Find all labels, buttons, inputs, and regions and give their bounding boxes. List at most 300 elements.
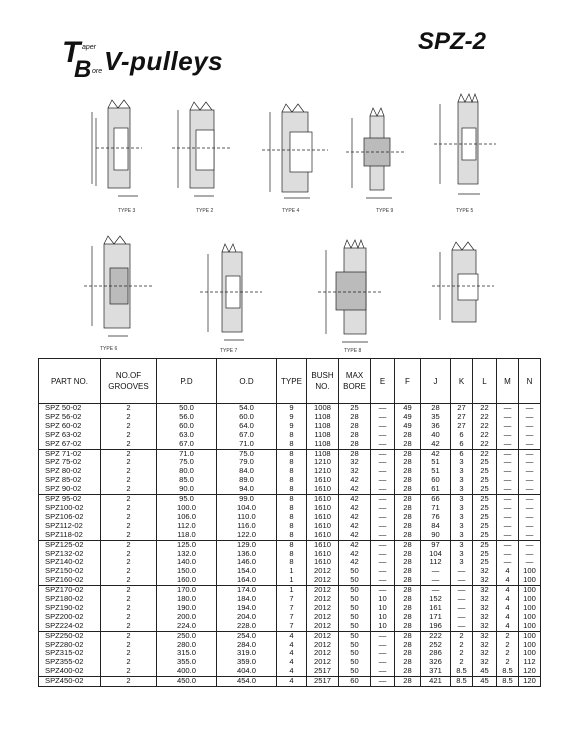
- cell-type: 1: [277, 576, 307, 585]
- cell-e: —: [371, 476, 395, 485]
- cell-max-bore: 42: [339, 540, 371, 549]
- cell-k: 27: [451, 422, 473, 431]
- table-row: [39, 667, 541, 676]
- figure-type-8-drawing: [200, 244, 262, 340]
- cell-k: —: [451, 613, 473, 622]
- table-row: [39, 576, 541, 585]
- cell-e: —: [371, 586, 395, 595]
- cell-bush-no: 1610: [307, 495, 339, 504]
- cell-l: 32: [473, 649, 497, 658]
- cell-j: 66: [421, 495, 451, 504]
- cell-e: —: [371, 458, 395, 467]
- cell-pd: 95.0: [157, 495, 217, 504]
- cell-bush-no: 2012: [307, 622, 339, 631]
- cell-l: 32: [473, 576, 497, 585]
- cell-n: —: [519, 476, 541, 485]
- cell-f: 28: [395, 467, 421, 476]
- cell-od: 84.0: [217, 467, 277, 476]
- cell-bush-no: 2012: [307, 595, 339, 604]
- cell-bush-no: 2012: [307, 649, 339, 658]
- cell-grooves: 2: [101, 513, 157, 522]
- cell-l: 25: [473, 550, 497, 559]
- cell-pd: 60.0: [157, 422, 217, 431]
- cell-max-bore: 50: [339, 567, 371, 576]
- cell-grooves: 2: [101, 586, 157, 595]
- cell-l: 32: [473, 622, 497, 631]
- table-row: [39, 531, 541, 540]
- cell-e: —: [371, 677, 395, 687]
- cell-grooves: 2: [101, 431, 157, 440]
- cell-j: 42: [421, 440, 451, 449]
- cell-od: 64.0: [217, 422, 277, 431]
- figure-label-type-9: TYPE 9: [376, 208, 394, 214]
- cell-j: —: [421, 576, 451, 585]
- header-part-no: PART NO.: [39, 359, 101, 404]
- table-row: [39, 522, 541, 531]
- cell-j: 35: [421, 413, 451, 422]
- cell-e: —: [371, 550, 395, 559]
- cell-max-bore: 42: [339, 513, 371, 522]
- cell-k: 3: [451, 550, 473, 559]
- cell-max-bore: 42: [339, 485, 371, 494]
- table-row: [39, 677, 541, 687]
- cell-e: 10: [371, 604, 395, 613]
- cell-type: 4: [277, 649, 307, 658]
- cell-n: 100: [519, 576, 541, 585]
- cell-j: 252: [421, 641, 451, 650]
- cell-type: 8: [277, 540, 307, 549]
- header-k: K: [451, 359, 473, 404]
- cell-od: 104.0: [217, 504, 277, 513]
- cell-f: 28: [395, 440, 421, 449]
- cell-f: 28: [395, 604, 421, 613]
- table-row: [39, 613, 541, 622]
- cell-type: 4: [277, 667, 307, 676]
- logo-letter-b: B: [74, 56, 92, 83]
- cell-pd: 100.0: [157, 504, 217, 513]
- cell-grooves: 2: [101, 495, 157, 504]
- cell-bush-no: 1610: [307, 513, 339, 522]
- cell-f: 28: [395, 677, 421, 687]
- cell-l: 25: [473, 522, 497, 531]
- cell-od: 154.0: [217, 567, 277, 576]
- cell-m: —: [497, 531, 519, 540]
- figure-extra-drawing: [432, 242, 494, 322]
- cell-od: 129.0: [217, 540, 277, 549]
- cell-l: 22: [473, 440, 497, 449]
- cell-grooves: 2: [101, 667, 157, 676]
- figure-label-type-5: TYPE 5: [456, 208, 474, 214]
- figure-type-7-drawing: [84, 236, 152, 336]
- cell-max-bore: 28: [339, 440, 371, 449]
- cell-od: 110.0: [217, 513, 277, 522]
- cell-e: —: [371, 558, 395, 567]
- cell-e: —: [371, 495, 395, 504]
- cell-e: —: [371, 504, 395, 513]
- cell-k: —: [451, 576, 473, 585]
- cell-bush-no: 2012: [307, 641, 339, 650]
- cell-f: 28: [395, 431, 421, 440]
- cell-bush-no: 1610: [307, 540, 339, 549]
- cell-f: 28: [395, 485, 421, 494]
- cell-grooves: 2: [101, 558, 157, 567]
- cell-part-no: SPZ190-02: [39, 604, 101, 613]
- cell-pd: 315.0: [157, 649, 217, 658]
- cell-m: 8.5: [497, 667, 519, 676]
- cell-max-bore: 42: [339, 504, 371, 513]
- logo-letter-t: T: [62, 36, 81, 69]
- cell-pd: 170.0: [157, 586, 217, 595]
- cell-m: 2: [497, 658, 519, 667]
- cell-max-bore: 50: [339, 613, 371, 622]
- cell-f: 28: [395, 595, 421, 604]
- cell-m: —: [497, 540, 519, 549]
- cell-pd: 85.0: [157, 476, 217, 485]
- cell-n: —: [519, 440, 541, 449]
- cell-k: 3: [451, 476, 473, 485]
- cell-e: —: [371, 667, 395, 676]
- cell-l: 25: [473, 485, 497, 494]
- cell-k: 3: [451, 522, 473, 531]
- cell-n: —: [519, 485, 541, 494]
- cell-bush-no: 1108: [307, 422, 339, 431]
- cell-f: 28: [395, 504, 421, 513]
- table-row: [39, 513, 541, 522]
- cell-type: 9: [277, 422, 307, 431]
- cell-e: —: [371, 449, 395, 458]
- cell-n: 100: [519, 641, 541, 650]
- cell-k: —: [451, 567, 473, 576]
- cell-k: 6: [451, 449, 473, 458]
- cell-e: —: [371, 658, 395, 667]
- cell-f: 28: [395, 631, 421, 640]
- cell-e: —: [371, 413, 395, 422]
- cell-od: 116.0: [217, 522, 277, 531]
- cell-od: 122.0: [217, 531, 277, 540]
- cell-f: 28: [395, 449, 421, 458]
- cell-type: 4: [277, 641, 307, 650]
- cell-n: —: [519, 404, 541, 413]
- cell-n: —: [519, 504, 541, 513]
- cell-m: 4: [497, 613, 519, 622]
- cell-od: 146.0: [217, 558, 277, 567]
- cell-f: 28: [395, 622, 421, 631]
- cell-type: 8: [277, 485, 307, 494]
- cell-m: 8.5: [497, 677, 519, 687]
- cell-max-bore: 42: [339, 550, 371, 559]
- cell-max-bore: 25: [339, 404, 371, 413]
- cell-max-bore: 32: [339, 467, 371, 476]
- cell-pd: 67.0: [157, 440, 217, 449]
- cell-l: 32: [473, 595, 497, 604]
- cell-part-no: SPZ170-02: [39, 586, 101, 595]
- cell-j: 60: [421, 476, 451, 485]
- cell-n: —: [519, 540, 541, 549]
- cell-m: —: [497, 422, 519, 431]
- cell-bush-no: 1610: [307, 531, 339, 540]
- cell-n: —: [519, 422, 541, 431]
- cell-j: —: [421, 586, 451, 595]
- cell-pd: 450.0: [157, 677, 217, 687]
- cell-l: 32: [473, 604, 497, 613]
- figure-label-type-8: TYPE 8: [344, 348, 362, 354]
- cell-max-bore: 50: [339, 641, 371, 650]
- cell-od: 284.0: [217, 641, 277, 650]
- cell-bush-no: 1610: [307, 476, 339, 485]
- cell-pd: 160.0: [157, 576, 217, 585]
- cell-part-no: SPZ100-02: [39, 504, 101, 513]
- cell-j: 61: [421, 485, 451, 494]
- cell-part-no: SPZ 63-02: [39, 431, 101, 440]
- cell-e: —: [371, 467, 395, 476]
- cell-od: 164.0: [217, 576, 277, 585]
- cell-l: 32: [473, 631, 497, 640]
- cell-part-no: SPZ 56-02: [39, 413, 101, 422]
- cell-m: 4: [497, 622, 519, 631]
- cell-bush-no: 1210: [307, 458, 339, 467]
- figure-type-2-drawing: [92, 100, 142, 196]
- cell-bush-no: 2012: [307, 567, 339, 576]
- cell-f: 28: [395, 558, 421, 567]
- cell-part-no: SPZ200-02: [39, 613, 101, 622]
- cell-j: 42: [421, 449, 451, 458]
- cell-max-bore: 28: [339, 413, 371, 422]
- cell-k: 3: [451, 531, 473, 540]
- cell-type: 8: [277, 431, 307, 440]
- cell-f: 28: [395, 658, 421, 667]
- cell-pd: 280.0: [157, 641, 217, 650]
- cell-bush-no: 2517: [307, 677, 339, 687]
- cell-max-bore: 28: [339, 449, 371, 458]
- cell-e: —: [371, 485, 395, 494]
- cell-bush-no: 1108: [307, 440, 339, 449]
- cell-e: —: [371, 531, 395, 540]
- cell-j: 76: [421, 513, 451, 522]
- header-f: F: [395, 359, 421, 404]
- cell-bush-no: 2012: [307, 631, 339, 640]
- cell-part-no: SPZ 60-02: [39, 422, 101, 431]
- table-header-row: [39, 359, 541, 404]
- table-row: [39, 413, 541, 422]
- cell-k: 3: [451, 458, 473, 467]
- cell-od: 75.0: [217, 449, 277, 458]
- cell-pd: 180.0: [157, 595, 217, 604]
- cell-max-bore: 50: [339, 595, 371, 604]
- cell-k: 2: [451, 649, 473, 658]
- cell-f: 28: [395, 458, 421, 467]
- cell-pd: 90.0: [157, 485, 217, 494]
- cell-f: 28: [395, 613, 421, 622]
- cell-pd: 400.0: [157, 667, 217, 676]
- cell-k: 3: [451, 540, 473, 549]
- table-row: [39, 504, 541, 513]
- pulley-drawings: [0, 88, 584, 356]
- cell-od: 404.0: [217, 667, 277, 676]
- cell-f: 28: [395, 495, 421, 504]
- cell-part-no: SPZ 71-02: [39, 449, 101, 458]
- cell-e: 10: [371, 595, 395, 604]
- cell-m: —: [497, 413, 519, 422]
- cell-j: 326: [421, 658, 451, 667]
- cell-pd: 56.0: [157, 413, 217, 422]
- cell-grooves: 2: [101, 567, 157, 576]
- cell-pd: 150.0: [157, 567, 217, 576]
- cell-pd: 106.0: [157, 513, 217, 522]
- cell-n: 100: [519, 567, 541, 576]
- cell-grooves: 2: [101, 550, 157, 559]
- figure-type-3-drawing: [172, 102, 232, 196]
- cell-max-bore: 28: [339, 422, 371, 431]
- cell-bush-no: 1610: [307, 558, 339, 567]
- cell-part-no: SPZ180-02: [39, 595, 101, 604]
- cell-m: 2: [497, 631, 519, 640]
- cell-m: 4: [497, 567, 519, 576]
- cell-max-bore: 50: [339, 667, 371, 676]
- cell-l: 45: [473, 677, 497, 687]
- cell-bush-no: 1610: [307, 485, 339, 494]
- cell-bush-no: 1610: [307, 504, 339, 513]
- cell-grooves: 2: [101, 440, 157, 449]
- cell-pd: 250.0: [157, 631, 217, 640]
- cell-m: —: [497, 467, 519, 476]
- cell-od: 319.0: [217, 649, 277, 658]
- cell-l: 32: [473, 658, 497, 667]
- cell-pd: 200.0: [157, 613, 217, 622]
- cell-pd: 224.0: [157, 622, 217, 631]
- cell-f: 28: [395, 641, 421, 650]
- header-n: N: [519, 359, 541, 404]
- cell-od: 79.0: [217, 458, 277, 467]
- cell-l: 32: [473, 613, 497, 622]
- table-row: [39, 467, 541, 476]
- cell-grooves: 2: [101, 641, 157, 650]
- cell-j: 112: [421, 558, 451, 567]
- cell-type: 4: [277, 677, 307, 687]
- cell-grooves: 2: [101, 631, 157, 640]
- cell-type: 7: [277, 622, 307, 631]
- cell-grooves: 2: [101, 604, 157, 613]
- cell-k: 3: [451, 513, 473, 522]
- cell-l: 32: [473, 586, 497, 595]
- cell-l: 22: [473, 449, 497, 458]
- cell-max-bore: 42: [339, 522, 371, 531]
- cell-type: 8: [277, 440, 307, 449]
- cell-pd: 132.0: [157, 550, 217, 559]
- cell-od: 228.0: [217, 622, 277, 631]
- cell-grooves: 2: [101, 485, 157, 494]
- cell-k: —: [451, 622, 473, 631]
- cell-bush-no: 1008: [307, 404, 339, 413]
- cell-l: 22: [473, 413, 497, 422]
- cell-od: 71.0: [217, 440, 277, 449]
- cell-od: 184.0: [217, 595, 277, 604]
- table-row: [39, 550, 541, 559]
- cell-grooves: 2: [101, 404, 157, 413]
- cell-bush-no: 2012: [307, 658, 339, 667]
- cell-max-bore: 42: [339, 476, 371, 485]
- cell-f: 28: [395, 476, 421, 485]
- table-row: [39, 641, 541, 650]
- cell-k: 2: [451, 631, 473, 640]
- cell-part-no: SPZ450-02: [39, 677, 101, 687]
- cell-f: 28: [395, 522, 421, 531]
- cell-k: 3: [451, 467, 473, 476]
- cell-m: —: [497, 458, 519, 467]
- cell-n: 100: [519, 613, 541, 622]
- cell-max-bore: 50: [339, 658, 371, 667]
- table-row: [39, 449, 541, 458]
- taper-bore-logo: [62, 36, 103, 83]
- cell-type: 8: [277, 550, 307, 559]
- cell-grooves: 2: [101, 576, 157, 585]
- cell-part-no: SPZ 90-02: [39, 485, 101, 494]
- table-row: [39, 495, 541, 504]
- cell-bush-no: 2012: [307, 604, 339, 613]
- cell-bush-no: 2012: [307, 613, 339, 622]
- cell-bush-no: 1610: [307, 550, 339, 559]
- header-no-of-grooves: NO.OF GROOVES: [101, 359, 157, 404]
- cell-part-no: SPZ125-02: [39, 540, 101, 549]
- header-bush-no: BUSH NO.: [307, 359, 339, 404]
- cell-type: 8: [277, 467, 307, 476]
- cell-part-no: SPZ315-02: [39, 649, 101, 658]
- cell-k: 3: [451, 504, 473, 513]
- cell-od: 194.0: [217, 604, 277, 613]
- cell-e: —: [371, 422, 395, 431]
- cell-j: 36: [421, 422, 451, 431]
- cell-max-bore: 50: [339, 586, 371, 595]
- cell-n: —: [519, 458, 541, 467]
- cell-part-no: SPZ250-02: [39, 631, 101, 640]
- spz-2-specification-table: [38, 358, 541, 687]
- cell-e: —: [371, 641, 395, 650]
- cell-f: 28: [395, 540, 421, 549]
- cell-f: 28: [395, 576, 421, 585]
- cell-e: —: [371, 513, 395, 522]
- cell-e: —: [371, 649, 395, 658]
- figure-label-type-7: TYPE 7: [220, 348, 238, 354]
- logo-text-aper: aper: [82, 44, 97, 51]
- cell-j: 71: [421, 504, 451, 513]
- cell-j: 222: [421, 631, 451, 640]
- cell-part-no: SPZ106-02: [39, 513, 101, 522]
- cell-k: 8.5: [451, 667, 473, 676]
- cell-bush-no: 1108: [307, 431, 339, 440]
- cell-j: 28: [421, 404, 451, 413]
- table-row: [39, 595, 541, 604]
- table-row: [39, 485, 541, 494]
- cell-l: 25: [473, 458, 497, 467]
- header-max-bore: MAX BORE: [339, 359, 371, 404]
- cell-pd: 50.0: [157, 404, 217, 413]
- cell-j: 152: [421, 595, 451, 604]
- cell-l: 25: [473, 467, 497, 476]
- cell-type: 4: [277, 631, 307, 640]
- cell-k: 6: [451, 440, 473, 449]
- header-e: E: [371, 359, 395, 404]
- cell-pd: 63.0: [157, 431, 217, 440]
- cell-e: —: [371, 631, 395, 640]
- cell-bush-no: 2012: [307, 576, 339, 585]
- cell-m: —: [497, 513, 519, 522]
- cell-od: 359.0: [217, 658, 277, 667]
- cell-n: 100: [519, 649, 541, 658]
- cell-n: 100: [519, 622, 541, 631]
- cell-n: 120: [519, 667, 541, 676]
- product-code: SPZ-2: [418, 28, 487, 55]
- cell-part-no: SPZ 80-02: [39, 467, 101, 476]
- cell-max-bore: 28: [339, 431, 371, 440]
